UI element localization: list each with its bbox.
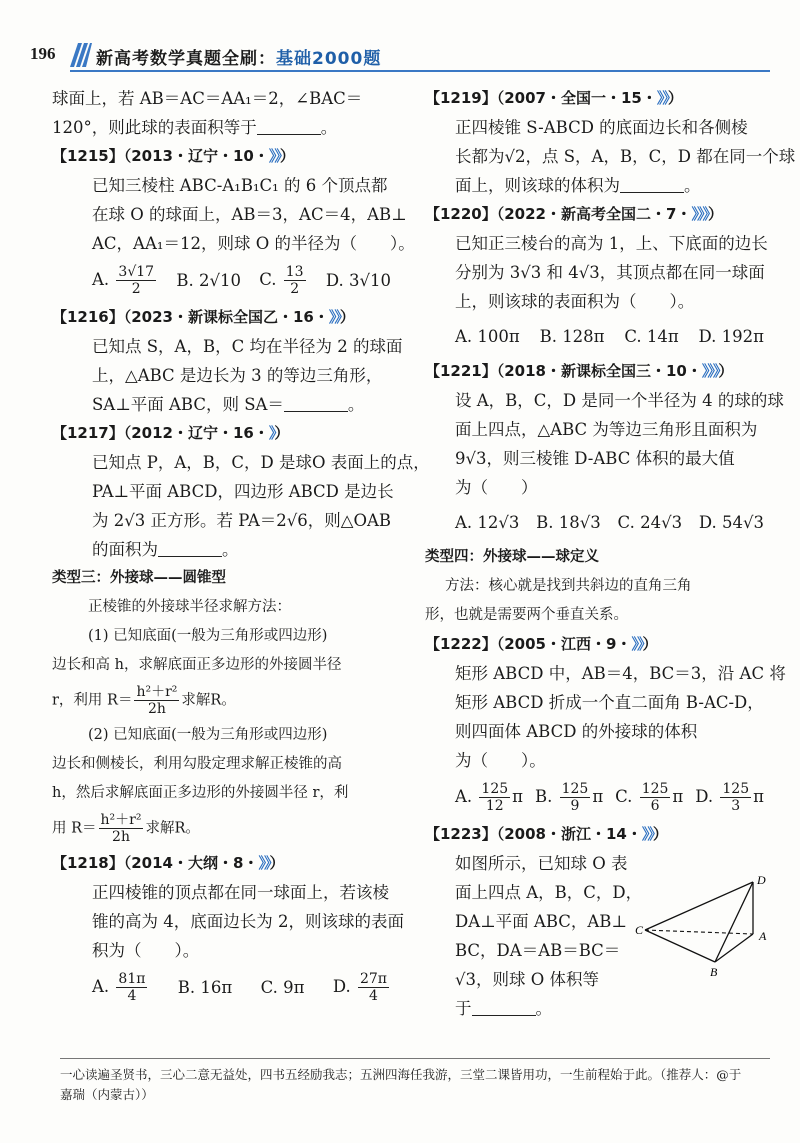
- cont-line-2-end: 。: [320, 118, 338, 137]
- q1222-option-a: [455, 781, 523, 814]
- fraction-numerator: 13: [285, 264, 304, 280]
- q1220-option-b: [540, 322, 605, 351]
- q1223-head-text: 【1223】（2008・浙江・14・: [425, 825, 642, 843]
- q1222-option-b: [535, 781, 603, 814]
- q1217-line-4-end: 。: [222, 540, 239, 559]
- q1219-body: [425, 113, 796, 200]
- book-title-sub: 基础2000题: [276, 49, 382, 69]
- q1218-option-d: [333, 971, 391, 1004]
- q1217-line-3: 为 2√3 正方形。若 PA＝2√6，则△OAB: [92, 511, 392, 530]
- q1215-line-3: AC，AA₁＝12，则球 O 的半径为（ ）。: [92, 234, 415, 253]
- header-rule: [70, 70, 770, 72]
- sec3-formula-post: 求解R。: [181, 692, 236, 709]
- q1215-head-text: 【1215】（2013・辽宁・10・: [52, 147, 269, 165]
- difficulty-icon: 》》: [631, 635, 643, 653]
- footer-rule: [60, 1058, 770, 1059]
- q1222-line-1: 矩形 ABCD 中，AB＝4，BC＝3，沿 AC 将: [455, 664, 786, 683]
- difficulty-icon: 》》》: [691, 205, 708, 223]
- formula-fraction: [99, 812, 144, 845]
- edge-db: [715, 882, 753, 962]
- option-suffix: π: [753, 787, 764, 806]
- option-fraction: [640, 781, 671, 814]
- q1223-line-5: √3，则球 O 体积等: [455, 970, 600, 989]
- option-label: D.: [325, 271, 344, 290]
- option-suffix: π: [512, 787, 524, 806]
- option-value: 24√3: [640, 513, 683, 532]
- q1220-option-c: [624, 322, 678, 351]
- q1221-option-c: [618, 508, 683, 537]
- book-title: [96, 44, 381, 69]
- q1222-head-text: 【1222】（2005・江西・9・: [425, 635, 632, 653]
- q1218-head-text: 【1218】（2014・大纲・8・: [52, 854, 259, 872]
- sec4-line-2: 形，也就是需要两个垂直关系。: [425, 607, 628, 623]
- option-value: 128π: [562, 327, 605, 346]
- option-value: 100π: [477, 327, 520, 346]
- section-3-title: 类型三：外接球——圆锥型: [52, 570, 226, 586]
- option-label: B.: [534, 787, 553, 806]
- option-fraction: [116, 971, 147, 1004]
- footer-line-2: 嘉瑞（内蒙古））: [60, 1087, 154, 1102]
- fraction-numerator: 27π: [359, 971, 387, 987]
- q1219-line-2: 长都为√2，点 S，A，B，C，D 都在同一个球: [455, 147, 796, 166]
- formula-fraction: [134, 684, 179, 717]
- cont-line-1: 球面上，若 AB＝AC＝AA₁＝2，∠BAC＝: [52, 89, 363, 108]
- difficulty-icon: 》》: [328, 308, 340, 326]
- option-value: 14π: [646, 327, 679, 346]
- difficulty-icon: 》》: [268, 147, 280, 165]
- q1218-body: [52, 878, 404, 965]
- q1222-line-2: 矩形 ABCD 折成一个直二面角 B-AC-D，: [455, 693, 764, 712]
- q1222-body: [425, 659, 786, 775]
- q1215-head: 【1215】（2013・辽宁・10・》》）: [52, 147, 295, 165]
- section-4-method: [425, 572, 770, 630]
- option-label: D.: [332, 977, 351, 996]
- q1221-line-1: 设 A，B，C，D 是同一个半径为 4 的球的球: [455, 391, 784, 410]
- q1221-line-4: 为（ ）: [455, 478, 538, 497]
- q1222-option-d: [695, 781, 764, 814]
- option-label: C.: [260, 978, 278, 997]
- edge-cd: [645, 882, 753, 930]
- difficulty-icon: 》》: [641, 825, 653, 843]
- q1219-head-text: 【1219】（2007・全国一・15・: [425, 89, 657, 107]
- option-fraction: [284, 264, 306, 297]
- vertex-c-label: C: [635, 923, 644, 937]
- q1218-option-b: [178, 973, 232, 1002]
- option-value: 18√3: [558, 513, 601, 532]
- option-label: C.: [259, 270, 277, 289]
- vertex-b-label: B: [710, 965, 718, 979]
- q1221-head: 【1221】（2018・新课标全国三・10・》》》）: [425, 362, 734, 380]
- page-header: [30, 40, 770, 74]
- section-4-title: 类型四：外接球——球定义: [425, 549, 599, 565]
- book-title-main: 新高考数学真题全刷：: [96, 49, 276, 69]
- option-value: 16π: [200, 978, 233, 997]
- q1223-line-4: BC，DA＝AB＝BC＝: [455, 941, 621, 960]
- answer-blank: [257, 118, 321, 135]
- answer-blank: [284, 395, 348, 412]
- sec3-line-6: h，然后求解底面正多边形的外接圆半径 r，利: [52, 785, 349, 801]
- q1218-head: 【1218】（2014・大纲・8・》》）: [52, 854, 285, 872]
- q1216-line-3: [92, 390, 397, 419]
- q1223-line-6-end: 。: [535, 999, 552, 1018]
- header-stripes-icon: [70, 43, 92, 67]
- vertex-a-label: A: [759, 929, 767, 943]
- q1217-line-4-text: 的面积为: [92, 540, 158, 559]
- q1218-option-a: [92, 971, 149, 1004]
- difficulty-icon: 》》: [656, 89, 668, 107]
- sec3-formula-pre: r，利用 R＝: [52, 692, 133, 709]
- sec3-formula-post: 求解R。: [145, 820, 200, 837]
- sec3-line-1: (1) 已知底面(一般为三角形或四边形): [88, 628, 328, 644]
- fraction-denominator: 4: [127, 988, 137, 1004]
- q1223-line-6-text: 于: [455, 999, 472, 1018]
- q1222-line-4: 为（ ）。: [455, 751, 546, 770]
- q1215-option-c: [259, 264, 307, 297]
- option-value: 192π: [721, 327, 764, 346]
- option-label: D.: [698, 513, 717, 532]
- q1220-option-d: [699, 322, 764, 351]
- q1218-line-3: 积为（ ）。: [92, 941, 200, 960]
- option-value: 3√10: [348, 271, 391, 290]
- option-fraction: [358, 971, 389, 1004]
- fraction-denominator: 12: [485, 798, 504, 814]
- q1217-line-2: PA⊥平面 ABCD，四边形 ABCD 是边长: [92, 482, 394, 501]
- q1221-option-b: [536, 508, 601, 537]
- q1217-line-1: 已知点 P，A，B，C，D 是球O 表面上的点，: [92, 453, 430, 472]
- q1219-line-3: [455, 171, 770, 200]
- answer-blank: [158, 540, 222, 557]
- option-fraction: [116, 264, 156, 297]
- edge-ca: [645, 930, 753, 934]
- q1219-line-3-text: 面上，则该球的体积为: [455, 176, 620, 195]
- q1216-head: 【1216】（2023・新课标全国乙・16・》》）: [52, 308, 355, 326]
- answer-blank: [472, 999, 536, 1016]
- answer-blank: [620, 176, 684, 193]
- option-label: D.: [698, 327, 717, 346]
- option-label: A.: [92, 270, 110, 289]
- option-label: D.: [695, 787, 714, 806]
- fraction-numerator: 125: [722, 781, 750, 797]
- q1217-head: 【1217】（2012・辽宁・16・》）: [52, 424, 290, 442]
- q1218-line-2: 锥的高为 4，底面边长为 2，则该球的表面: [92, 912, 404, 931]
- q1215-option-d: [326, 266, 391, 295]
- q1220-option-a: [455, 322, 520, 351]
- q1215-body: [52, 171, 415, 258]
- option-value: 9π: [283, 978, 305, 997]
- option-fraction: [720, 781, 751, 814]
- option-fraction: [560, 781, 591, 814]
- q1220-body: [425, 229, 770, 316]
- option-label: C.: [617, 513, 635, 532]
- fraction-numerator: h²＋r²: [100, 812, 142, 828]
- q1216-line-2: 上，△ABC 是边长为 3 的等边三角形，: [92, 366, 383, 385]
- q1215-option-b: [176, 266, 241, 295]
- q1222-option-c: [615, 781, 683, 814]
- q1216-head-text: 【1216】（2023・新课标全国乙・16・: [52, 308, 329, 326]
- sec3-formula-pre: 用 R＝: [52, 820, 97, 837]
- fraction-numerator: 125: [561, 781, 589, 797]
- q1223-line-1: 如图所示，已知球 O 表: [455, 854, 628, 873]
- option-label: A.: [455, 787, 473, 806]
- q1220-line-1: 已知正三棱台的高为 1，上、下底面的边长: [455, 234, 768, 253]
- option-value: 12√3: [477, 513, 520, 532]
- option-label: A.: [455, 513, 473, 532]
- option-label: B.: [177, 978, 196, 997]
- q1221-option-d: [699, 508, 764, 537]
- fraction-numerator: 81π: [118, 971, 146, 987]
- fraction-denominator: 2: [290, 281, 300, 297]
- q1220-head-text: 【1220】（2022・新高考全国二・7・: [425, 205, 692, 223]
- section-3-method: [52, 593, 397, 845]
- difficulty-icon: 》: [268, 424, 275, 442]
- q1222-head: 【1222】（2005・江西・9・》》）: [425, 635, 658, 653]
- option-label: B.: [536, 513, 554, 532]
- q1220-head: 【1220】（2022・新高考全国二・7・》》》）: [425, 205, 723, 223]
- option-value: 54√3: [721, 513, 764, 532]
- fraction-numerator: 125: [641, 781, 669, 797]
- sec3-line-5: 边长和侧棱长，利用勾股定理求解正棱锥的高: [52, 756, 342, 772]
- option-label: A.: [455, 327, 473, 346]
- option-label: B.: [539, 327, 557, 346]
- q1216-line-1: 已知点 S，A，B，C 均在半径为 2 的球面: [92, 337, 403, 356]
- fraction-numerator: h²＋r²: [136, 684, 178, 700]
- q1219-line-3-end: 。: [684, 176, 701, 195]
- fraction-denominator: 2h: [147, 701, 166, 717]
- fraction-denominator: 9: [570, 798, 580, 814]
- q1220-line-2: 分别为 3√3 和 4√3，其顶点都在同一球面: [455, 263, 765, 282]
- option-fraction: [479, 781, 510, 814]
- q1215-option-a: [92, 264, 158, 297]
- q1221-head-text: 【1221】（2018・新课标全国三・10・: [425, 362, 702, 380]
- sec3-line-2: 边长和高 h，求解底面正多边形的外接圆半径: [52, 657, 342, 673]
- tetrahedron-diagram: [635, 872, 775, 982]
- footer-line-1: 一心读遍圣贤书，三心二意无益处，四书五经励我志；五洲四海任我游，三堂二课皆用功，一生前程始于此。（推荐人：@于: [60, 1067, 742, 1082]
- q1217-head-text: 【1217】（2012・辽宁・16・: [52, 424, 269, 442]
- q1216-line-3-text: SA⊥平面 ABC，则 SA＝: [92, 395, 284, 414]
- q1216-line-3-end: 。: [347, 395, 365, 414]
- fraction-denominator: 6: [650, 798, 660, 814]
- q1221-body: [425, 386, 784, 502]
- q1215-line-2: 在球 O 的球面上，AB＝3，AC＝4，AB⊥: [92, 205, 407, 224]
- fraction-denominator: 3: [731, 798, 741, 814]
- option-suffix: π: [672, 787, 684, 806]
- q1221-options: [425, 508, 770, 537]
- sec3-line-4: (2) 已知底面(一般为三角形或四边形): [88, 727, 328, 743]
- q1223-head: 【1223】（2008・浙江・14・》》）: [425, 825, 668, 843]
- q1218-option-c: [261, 973, 305, 1002]
- q1217-body: [52, 448, 430, 564]
- q1223-line-2: 面上四点 A，B，C，D，: [455, 883, 643, 902]
- q1216-body: [52, 332, 403, 419]
- fraction-numerator: 125: [481, 781, 509, 797]
- q1223-line-3: DA⊥平面 ABC，AB⊥: [455, 912, 627, 931]
- sec3-line-0: 正棱锥的外接球半径求解方法：: [88, 599, 291, 615]
- option-label: C.: [615, 787, 633, 806]
- q1220-options: [425, 322, 770, 351]
- fraction-numerator: 3√17: [118, 264, 155, 280]
- difficulty-icon: 》》》: [701, 362, 719, 380]
- left-column: [52, 84, 430, 1010]
- q1222-options: [425, 781, 770, 814]
- fraction-denominator: 2h: [112, 829, 130, 845]
- q1215-line-1: 已知三棱柱 ABC-A₁B₁C₁ 的 6 个顶点都: [92, 176, 388, 195]
- cont-line-2: [52, 113, 397, 142]
- q1222-line-3: 则四面体 ABCD 的外接球的体积: [455, 722, 698, 741]
- sec4-line-1: 方法：核心就是找到共斜边的直角三角: [445, 578, 692, 594]
- q1221-line-3: 9√3，则三棱锥 D-ABC 体积的最大值: [455, 449, 735, 468]
- fraction-denominator: 4: [369, 988, 378, 1004]
- option-label: C.: [624, 327, 642, 346]
- difficulty-icon: 》》: [258, 854, 270, 872]
- edge-ba: [715, 934, 753, 962]
- page-number: 196: [30, 44, 56, 63]
- sec3-line-3: [52, 684, 397, 717]
- q1220-line-3: 上，则该球的表面积为（ ）。: [455, 292, 695, 311]
- option-value: 2√10: [198, 271, 241, 290]
- sec3-line-7: [52, 812, 397, 845]
- q1219-line-1: 正四棱锥 S-ABCD 的底面边长和各侧棱: [455, 118, 748, 137]
- q1221-option-a: [455, 508, 519, 537]
- fraction-denominator: 2: [131, 281, 141, 297]
- option-label: A.: [92, 977, 110, 996]
- vertex-d-label: D: [757, 873, 766, 887]
- q1215-options: [52, 264, 397, 297]
- q1218-line-1: 正四棱锥的顶点都在同一球面上，若该棱: [92, 883, 389, 902]
- q1223-line-6: [455, 994, 770, 1023]
- q1218-options: [52, 971, 397, 1004]
- option-suffix: π: [592, 787, 604, 806]
- cont-line-2-text: 120°，则此球的表面积等于: [52, 118, 257, 137]
- q1219-head: 【1219】（2007・全国一・15・》》）: [425, 89, 683, 107]
- q1221-line-2: 面上四点，△ABC 为等边三角形且面积为: [455, 420, 758, 439]
- edge-cb: [645, 930, 715, 962]
- option-label: B.: [176, 271, 194, 290]
- q1217-line-4: [92, 535, 397, 564]
- page-footer: [60, 1065, 770, 1105]
